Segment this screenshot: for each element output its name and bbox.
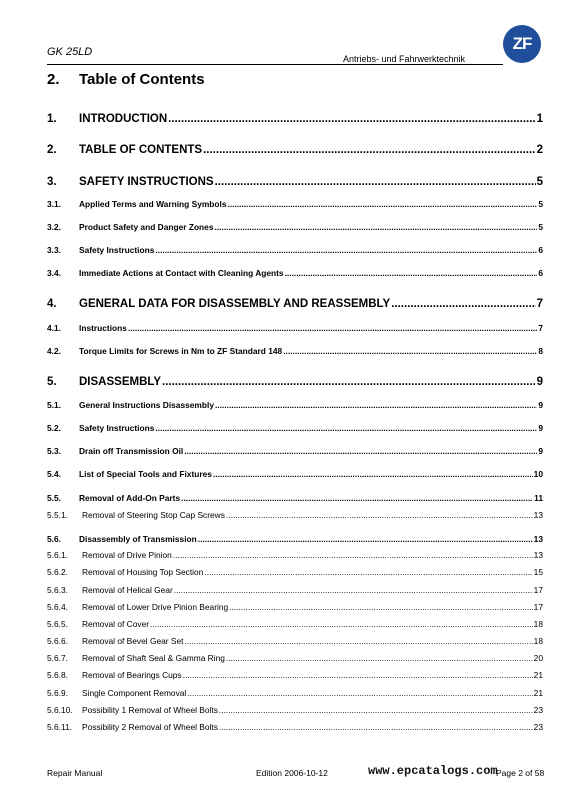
toc-entry-label: Removal of Shaft Seal & Gamma Ring [82,653,225,663]
toc-entry-number: 3.2. [47,222,61,232]
toc-entry-label: TABLE OF CONTENTS [79,144,203,156]
toc-entry-page: 9 [538,446,543,456]
toc-entry-label: Disassembly of Transmission [79,534,197,544]
toc-entry-page: 13 [533,534,543,544]
toc-entry-number: 3. [47,176,57,188]
toc-entry-label: SAFETY INSTRUCTIONS [79,176,214,188]
toc-entry[interactable] [47,493,543,503]
toc-entry-label: Removal of Steering Stop Cap Screws [82,510,225,520]
toc-entry-page: 5 [538,199,543,209]
dot-leader [183,670,533,680]
dot-leader [391,298,535,310]
dot-leader [150,619,533,629]
toc-entry[interactable] [47,510,543,520]
toc-entry-page: 15 [533,567,543,577]
toc-entry-page: 21 [533,688,543,698]
toc-entry[interactable] [47,636,543,646]
toc-entry-number: 5.6.6. [47,636,68,646]
toc-entry[interactable] [47,619,543,629]
toc-entry-label: Removal of Bevel Gear Set [82,636,184,646]
toc-entry-label: Removal of Bearings Cups [82,670,182,680]
footer-page: Page 2 of 58 [496,768,545,778]
toc-entry-page: 9 [538,400,543,410]
toc-entry-label: Possibility 2 Removal of Wheel Bolts [82,722,218,732]
toc-entry[interactable] [47,446,543,456]
toc-entry-number: 3.1. [47,199,61,209]
dot-leader [184,636,532,646]
toc-entry-label: Possibility 1 Removal of Wheel Bolts [82,705,218,715]
dot-leader [155,245,537,255]
toc-entry-page: 6 [538,268,543,278]
toc-entry-number: 5.6. [47,534,61,544]
toc-entry[interactable] [47,688,543,698]
toc-entry[interactable] [47,346,543,356]
toc-entry-label: Removal of Housing Top Section [82,567,204,577]
toc-entry-page: 17 [533,602,543,612]
dot-leader [203,144,536,156]
toc-entry[interactable] [47,144,543,156]
dot-leader [226,510,533,520]
dot-leader [198,534,533,544]
toc-entry[interactable] [47,469,543,479]
dot-leader [215,400,537,410]
dot-leader [181,493,533,503]
dot-leader [187,688,532,698]
dot-leader [226,653,533,663]
toc-entry-number: 4.1. [47,323,61,333]
toc-entry-page: 18 [533,636,543,646]
toc-entry-page: 13 [533,550,543,560]
toc-entry-page: 2 [536,144,543,156]
toc-entry-page: 7 [536,298,543,310]
toc-entry-page: 23 [533,722,543,732]
dot-leader [219,722,533,732]
footer-left: Repair Manual [47,768,103,778]
section-number: 2. [47,71,60,88]
toc-entry-label: Applied Terms and Warning Symbols [79,199,227,209]
toc-entry-number: 1. [47,113,57,125]
toc-entry-page: 8 [538,346,543,356]
toc-entry[interactable] [47,534,543,544]
toc-entry[interactable] [47,376,543,388]
toc-entry-label: Single Component Removal [82,688,187,698]
toc-entry-page: 9 [538,423,543,433]
dot-leader [215,176,536,188]
toc-entry-number: 5.6.5. [47,619,68,629]
toc-entry-label: Drain off Transmission Oil [79,446,184,456]
toc-entry-page: 1 [536,113,543,125]
toc-entry[interactable] [47,298,543,310]
toc-entry-label: Removal of Add-On Parts [79,493,181,503]
header-divider [47,64,503,65]
toc-entry[interactable] [47,550,543,560]
toc-entry[interactable] [47,670,543,680]
logo-text: ZF [512,34,532,53]
dot-leader [168,113,535,125]
dot-leader [128,323,537,333]
toc-entry-page: 17 [533,585,543,595]
toc-entry-label: List of Special Tools and Fixtures [79,469,212,479]
toc-entry[interactable] [47,245,543,255]
toc-entry-number: 5.1. [47,400,61,410]
toc-entry-label: GENERAL DATA FOR DISASSEMBLY AND REASSEMBLY [79,298,391,310]
toc-entry[interactable] [47,585,543,595]
toc-entry[interactable] [47,602,543,612]
toc-entry-number: 5.6.3. [47,585,68,595]
toc-entry-number: 5. [47,376,57,388]
toc-entry-label: Torque Limits for Screws in Nm to ZF Standard 148 [79,346,283,356]
toc-entry[interactable] [47,653,543,663]
toc-entry-label: Product Safety and Danger Zones [79,222,214,232]
toc-entry-label: Safety Instructions [79,423,155,433]
toc-entry-page: 7 [538,323,543,333]
footer-edition: Edition 2006-10-12 [256,768,328,778]
toc-entry-page: 11 [534,493,543,503]
dot-leader [228,199,538,209]
toc-entry-page: 9 [536,376,543,388]
dot-leader [285,268,538,278]
toc-entry-number: 5.6.2. [47,567,68,577]
toc-entry-number: 3.4. [47,268,61,278]
toc-entry[interactable] [47,722,543,732]
toc-entry-page: 10 [533,469,543,479]
toc-entry-label: Immediate Actions at Contact with Cleaning Agents [79,268,284,278]
toc-entry-label: Removal of Cover [82,619,150,629]
toc-entry-label: Safety Instructions [79,245,155,255]
toc-entry[interactable] [47,113,543,125]
toc-entry-number: 5.6.11. [47,722,72,732]
toc-entry-number: 5.5. [47,493,61,503]
toc-entry[interactable] [47,176,543,188]
toc-entry-page: 5 [538,222,543,232]
toc-entry-number: 5.6.10. [47,705,73,715]
toc-entry-page: 23 [533,705,543,715]
toc-entry-number: 5.6.7. [47,653,68,663]
toc-entry-label: Removal of Drive Pinion [82,550,172,560]
toc-entry[interactable] [47,323,543,333]
dot-leader [215,222,538,232]
dot-leader [229,602,533,612]
toc-entry[interactable] [47,268,543,278]
dot-leader [184,446,537,456]
toc-entry-number: 5.4. [47,469,61,479]
toc-entry-page: 18 [533,619,543,629]
dot-leader [155,423,537,433]
toc-entry-number: 4.2. [47,346,61,356]
toc-entry-number: 5.6.1. [47,550,68,560]
company-name: Antriebs- und Fahrwerktechnik [343,54,466,64]
toc-entry-label: INTRODUCTION [79,113,168,125]
dot-leader [174,585,533,595]
toc-entry-number: 5.5.1. [47,510,68,520]
toc-entry[interactable] [47,400,543,410]
toc-entry-number: 5.6.4. [47,602,68,612]
toc-entry-page: 13 [533,510,543,520]
toc-entry-page: 21 [533,670,543,680]
dot-leader [283,346,537,356]
toc-entry-page: 20 [533,653,543,663]
page-title [47,71,205,88]
toc-entry-number: 5.6.9. [47,688,68,698]
toc-entry-label: Instructions [79,323,127,333]
toc-entry-number: 4. [47,298,57,310]
watermark: www.epcatalogs.com [368,764,498,778]
toc-entry[interactable] [47,423,543,433]
toc-entry-label: Removal of Lower Drive Pinion Bearing [82,602,229,612]
toc-entry-page: 6 [538,245,543,255]
toc-entry[interactable] [47,199,543,209]
toc-entry-number: 3.3. [47,245,61,255]
dot-leader [173,550,533,560]
toc-entry-number: 5.3. [47,446,61,456]
toc-entry-page: 5 [536,176,543,188]
toc-entry-label: Removal of Helical Gear [82,585,173,595]
dot-leader [219,705,533,715]
section-title: Table of Contents [79,71,205,88]
toc-entry-number: 2. [47,144,57,156]
dot-leader [204,567,532,577]
toc-entry[interactable] [47,567,543,577]
dot-leader [213,469,533,479]
zf-logo [503,25,541,63]
toc-entry-number: 5.2. [47,423,61,433]
dot-leader [162,376,536,388]
toc-entry[interactable] [47,222,543,232]
toc-entry-label: DISASSEMBLY [79,376,162,388]
doc-code: GK 25LD [47,46,93,58]
toc-entry-label: General Instructions Disassembly [79,400,214,410]
toc-entry[interactable] [47,705,543,715]
toc-entry-number: 5.6.8. [47,670,68,680]
